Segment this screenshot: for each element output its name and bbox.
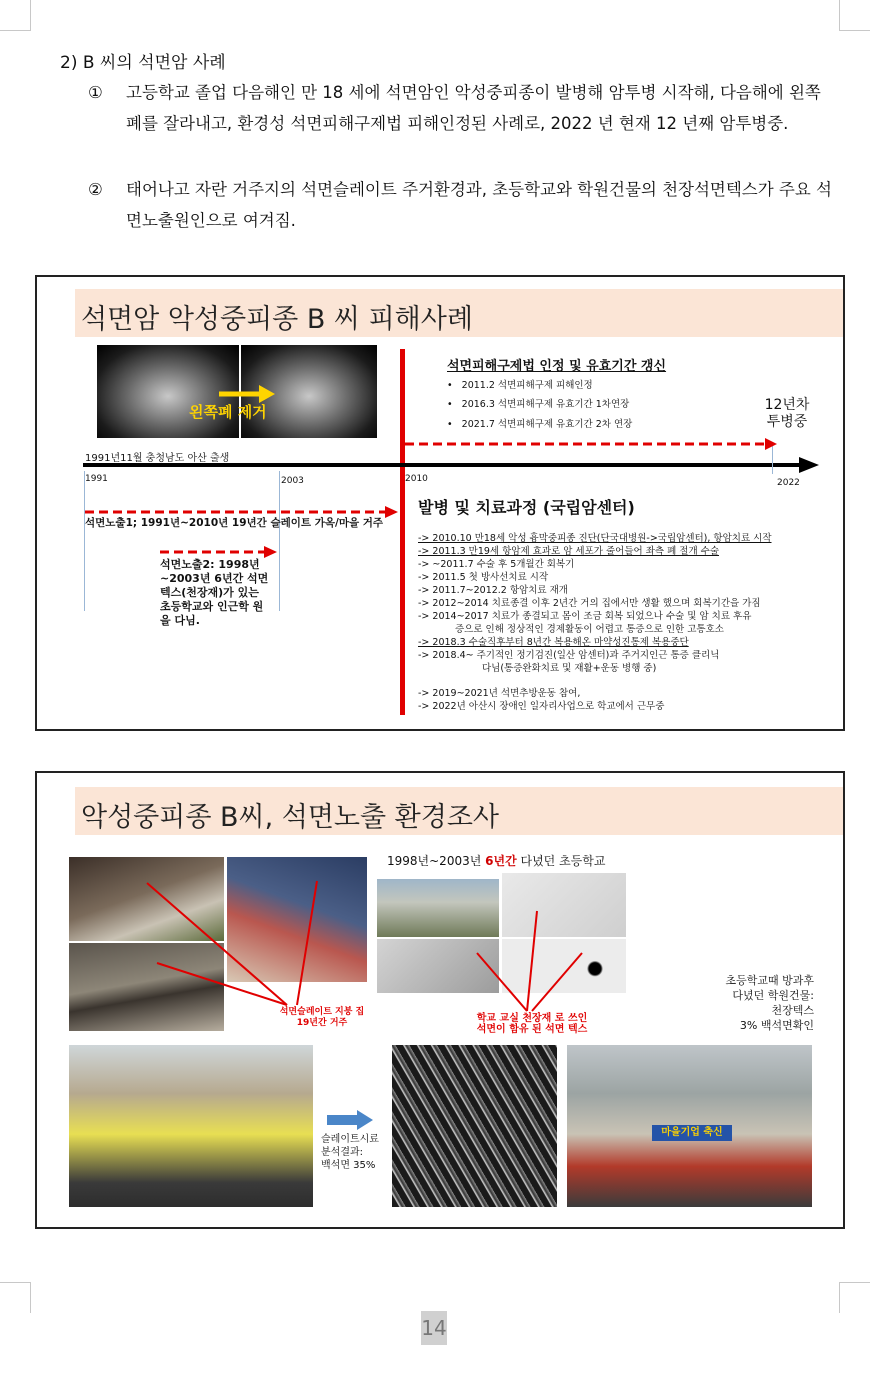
treatment-item: -> 2014~2017 치료가 종결되고 몸이 조금 회복 되었으나 수술 및 암 치료 후유 bbox=[418, 611, 752, 622]
page-corner-mark bbox=[0, 1282, 31, 1313]
relief-title: 석면피해구제법 인정 및 유효기간 갱신 bbox=[447, 359, 667, 374]
item-text: 고등학교 졸업 다음해인 만 18 세에 석면암인 악성중피종이 발병해 암투병 시작해, 다음해에 왼쪽폐를 잘라내고, 환경성 석면피해구제법 피해인정된 사례로, 2022 년 현재 12 년째 암투병중. bbox=[126, 83, 821, 133]
relief-item-text: 2021.7 석면피해구제 유효기간 2차 연장 bbox=[461, 419, 633, 430]
building-sign: 마을기업 축신 bbox=[652, 1125, 732, 1141]
academy-caption: 초등학교때 방과후 다녔던 학원건물: 천장텍스 3% 백석면확인 bbox=[725, 974, 814, 1032]
treatment-title: 발병 및 치료과정 (국립암센터) bbox=[418, 498, 635, 517]
relief-item: • 2021.7 석면피해구제 유효기간 2차 연장 bbox=[447, 419, 633, 430]
treatment-item: -> 2011.7~2012.2 항암치료 재개 bbox=[418, 585, 568, 596]
page-corner-mark bbox=[839, 0, 870, 31]
year-label: 2010 bbox=[405, 474, 428, 484]
ceiling-caption: 학교 교실 천장재 로 쓰인 석면이 함유 된 석면 텍스 bbox=[476, 1013, 588, 1035]
treatment-item: -> ~2011.7 수술 후 5개월간 회복기 bbox=[418, 559, 575, 570]
relief-item: • 2016.3 석면피해구제 유효기간 1차연장 bbox=[447, 399, 630, 410]
slide-environment-survey bbox=[35, 771, 845, 1229]
treatment-item: 다님(통증완화치료 및 재활+운동 병행 중) bbox=[482, 663, 657, 674]
page-number: 14 bbox=[421, 1311, 447, 1345]
asbestos-fiber-micrograph bbox=[392, 1045, 557, 1207]
slide-title: 석면암 악성중피종 B 씨 피해사례 bbox=[81, 304, 473, 335]
sample-caption: 슬레이트시료 분석결과: 백석면 35% bbox=[321, 1134, 379, 1171]
school-caption-text: 다녔던 초등학교 bbox=[516, 854, 606, 868]
xray-label: 왼쪽폐 제거 bbox=[189, 403, 267, 421]
house-caption: 석면슬레이트 지붕 집 19년간 거주 bbox=[279, 1007, 365, 1028]
exposure1-label: 석면노출1; 1991년~2010년 19년간 슬레이트 가옥/마을 거주 bbox=[85, 517, 384, 529]
item-number: ① bbox=[88, 83, 103, 102]
treatment-item: -> 2010.10 만18세 악성 흉막중피종 진단(단국대병원->국립암센터), 항암치료 시작 bbox=[418, 533, 772, 544]
year-label: 1991 bbox=[85, 474, 108, 484]
arrow-right-icon bbox=[327, 1110, 375, 1130]
year-label: 2003 bbox=[281, 476, 304, 486]
item-number: ② bbox=[88, 180, 103, 199]
birth-label: 1991년11월 충청남도 아산 출생 bbox=[85, 453, 230, 464]
timeline-axis bbox=[83, 455, 823, 475]
slide-title-bar bbox=[75, 289, 845, 337]
treatment-item: -> 2011.5 첫 방사선치료 시작 bbox=[418, 572, 549, 583]
years-badge: 12년차 투병중 bbox=[764, 397, 810, 430]
timeline-tick bbox=[279, 471, 280, 611]
treatment-item: -> 2018.3 수술직후부터 8년간 복용해온 마약성진통제 복용중단 bbox=[418, 637, 689, 648]
treatment-item: -> 2018.4~ 주기적인 정기검진(일산 암센터)과 주거지인근 통증 클리닉 bbox=[418, 650, 720, 661]
relief-item-text: 2016.3 석면피해구제 유효기간 1차연장 bbox=[461, 399, 630, 410]
onset-marker-line bbox=[400, 349, 405, 715]
timeline-tick bbox=[84, 471, 85, 611]
treatment-item: -> 2011.3 만19세 항암제 효과로 암 세포가 줄어들어 좌측 폐 절개 수술 bbox=[418, 546, 720, 557]
dashed-arrow bbox=[405, 437, 780, 451]
academy-building-photo bbox=[567, 1045, 812, 1207]
school-caption-text: 1998년~2003년 bbox=[387, 854, 486, 868]
item-text: 태어나고 자란 거주지의 석면슬레이트 주거환경과, 초등학교와 학원건물의 천장석면텍스가 주요 석면노출원인으로 여겨짐. bbox=[126, 180, 832, 230]
treatment-item: 증으로 인해 정상적인 경제활동이 어렵고 통증으로 인한 고통호소 bbox=[455, 624, 724, 635]
person-holding-sample-photo bbox=[69, 1045, 313, 1207]
dashed-arrow bbox=[160, 545, 280, 559]
slide-title: 악성중피종 B씨, 석면노출 환경조사 bbox=[81, 802, 500, 833]
treatment-item: -> 2022년 아산시 장애인 일자리사업으로 학교에서 근무중 bbox=[418, 701, 665, 712]
school-caption-highlight: 6년간 bbox=[485, 854, 517, 868]
page-corner-mark bbox=[839, 1282, 870, 1313]
treatment-item: -> 2012~2014 치료종결 이후 2년간 거의 집에서만 생활 했으며 회복기간을 가짐 bbox=[418, 598, 761, 609]
exposure2-label: 석면노출2: 1998년 ~2003년 6년간 석면 텍스(천장재)가 있는 초등학교와 인근학 원을 다님. bbox=[160, 558, 269, 627]
relief-item: • 2011.2 석면피해구제 피해인정 bbox=[447, 380, 593, 391]
treatment-item: -> 2019~2021년 석면추방운동 참여, bbox=[418, 688, 581, 699]
relief-item-text: 2011.2 석면피해구제 피해인정 bbox=[461, 380, 593, 391]
slide-damage-case bbox=[35, 275, 845, 731]
year-label: 2022 bbox=[777, 478, 800, 488]
page-corner-mark bbox=[0, 0, 31, 31]
section-heading: 2) B 씨의 석면암 사례 bbox=[60, 53, 226, 73]
